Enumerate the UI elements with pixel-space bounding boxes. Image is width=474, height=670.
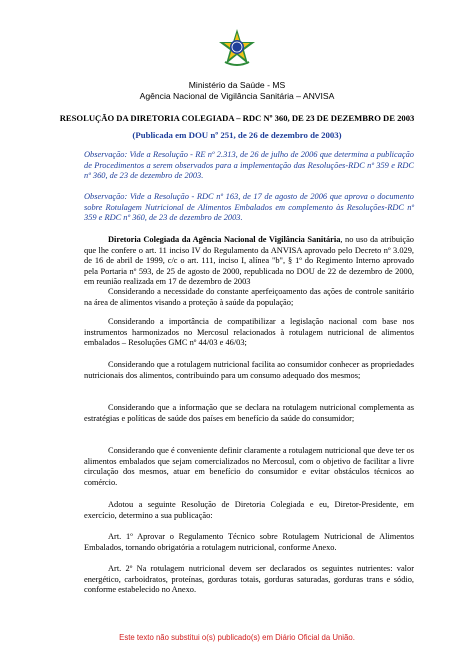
body-paragraph: Considerando a necessidade do constante aperfeiçoamento das ações de controle sanitário na área de alimentos visando a proteção à saúde da população; xyxy=(84,287,414,307)
resolution-title: RESOLUÇÃO DA DIRETORIA COLEGIADA – RDC Nº 360, DE 23 DE DEZEMBRO DE 2003 xyxy=(59,113,415,123)
article-1: Art. 1º Aprovar o Regulamento Técnico sobre Rotulagem Nutricional de Alimentos Embalados, tornando obrigatória a rotulagem nutricional, conforme Anexo. xyxy=(84,532,414,552)
intro-text: , no uso da atribuição que lhe confere o art. 11 inciso IV do Regulamento da ANVISA aprovado pelo Decreto nº 3.029, de 16 de abril de 1999, c/c o art. 111, inciso I, alínea "b", § 1º do Regimento Interno aprovado pela Portaria nº 593, de 25 de agosto de 2000, republicada no DOU de 22 de dezembro de 2000, em reunião realizada em 17 de dezembro de 2003 xyxy=(84,235,414,287)
agency-name: Agência Nacional de Vigilância Sanitária – ANVISA xyxy=(139,91,335,101)
observation-note: Observação: Vide a Resolução - RE nº 2.313, de 26 de julho de 2006 que determina a publicação de Procedimentos a serem observados para a implementação das Resoluções-RDC nº 359 e RDC nº 360, de 23 de dezembro de 2003. xyxy=(84,150,414,181)
ministry-name: Ministério da Saúde - MS xyxy=(188,80,286,90)
body-paragraph: Adotou a seguinte Resolução de Diretoria Colegiada e eu, Diretor-Presidente, em exercício, determino a sua publicação: xyxy=(84,500,414,520)
body-paragraph: Considerando que a informação que se declara na rotulagem nutricional complementa as estratégias e políticas de saúde dos países em benefício da saúde do consumidor; xyxy=(84,403,414,423)
disclaimer-footer: Este texto não substitui o(s) publicado(s) em Diário Oficial da União. xyxy=(119,633,355,642)
body-paragraph: Considerando que é conveniente definir claramente a rotulagem nutricional que deve ter os alimentos embalados que sejam comercializados no Mercosul, com o objetivo de facilitar a livre circulação dos mesmos, atuar em benefício do consumidor e evitar obstáculos técnicos ao comércio. xyxy=(84,446,414,487)
intro-paragraph xyxy=(84,235,414,288)
observation-note: Observação: Vide a Resolução - RDC nº 163, de 17 de agosto de 2006 que aprova o documento sobre Rotulagem Nutricional de Alimentos Embalados em complemento às Resoluções-RDC nº 359 e RDC nº 360, de 23 de dezembro de 2003. xyxy=(84,192,414,223)
article-2: Art. 2º Na rotulagem nutricional devem ser declarados os seguintes nutrientes: valor energético, carboidratos, proteínas, gorduras totais, gorduras saturadas, gorduras trans e sódio, conforme estabelecido no Anexo. xyxy=(84,564,414,595)
brazil-coat-of-arms-icon xyxy=(217,28,257,68)
body-paragraph: Considerando a importância de compatibilizar a legislação nacional com base nos instrumentos harmonizados no Mercosul relacionados à rotulagem nutricional de alimentos embalados – Resoluções GMC nº 44/03 e 46/03; xyxy=(84,317,414,348)
body-paragraph: Considerando que a rotulagem nutricional facilita ao consumidor conhecer as propriedades nutricionais dos alimentos, contribuindo para um consumo adequado dos mesmos; xyxy=(84,360,414,380)
publication-note: (Publicada em DOU nº 251, de 26 de dezembro de 2003) xyxy=(132,130,342,140)
issuer-name: Diretoria Colegiada da Agência Nacional de Vigilância Sanitária xyxy=(108,235,341,244)
